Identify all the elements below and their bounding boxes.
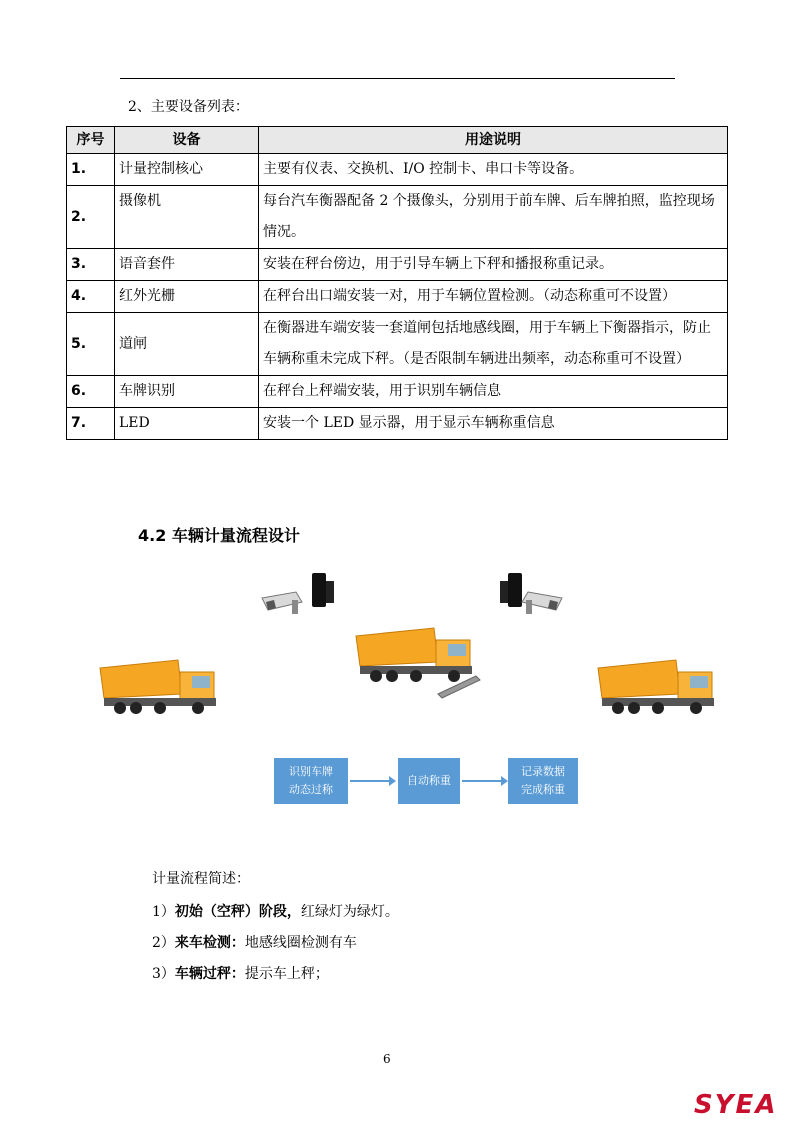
step-prefix: 1） xyxy=(152,904,175,920)
row-use: 在衡器进车端安装一套道闸包括地感线圈，用于车辆上下衡器指示，防止车辆称重未完成下秤。（是否限制车辆进出频率，动态称重可不设置） xyxy=(259,313,728,376)
truck-icon xyxy=(356,628,472,682)
step-text: 地感线圈检测有车 xyxy=(244,935,357,951)
equipment-list-intro: 2、主要设备列表： xyxy=(128,99,249,115)
row-use: 安装在秤台傍边，用于引导车辆上下秤和播报称重记录。 xyxy=(259,249,728,281)
camera-icon xyxy=(262,592,302,614)
row-device: 车牌识别 xyxy=(115,376,259,408)
row-device: 摄像机 xyxy=(115,186,259,249)
table-row xyxy=(67,408,728,440)
process-summary-title: 计量流程简述： xyxy=(152,871,250,887)
flow-box-recognize xyxy=(274,758,348,804)
row-use: 每台汽车衡器配备 2 个摄像头，分别用于前车牌、后车牌拍照，监控现场情况。 xyxy=(259,186,728,249)
step-prefix: 3） xyxy=(152,966,175,982)
row-use: 在秤台出口端安装一对，用于车辆位置检测。（动态称重可不设置） xyxy=(259,281,728,313)
flow-arrow-icon xyxy=(350,780,390,782)
flow-box-line: 完成称重 xyxy=(521,783,565,796)
header-use: 用途说明 xyxy=(259,127,728,154)
flow-box-line: 动态过称 xyxy=(289,783,333,796)
row-no: 1. xyxy=(67,154,115,186)
flow-box-record xyxy=(508,758,578,804)
row-no: 2. xyxy=(67,186,115,249)
row-device: 语音套件 xyxy=(115,249,259,281)
weighing-scene-illustration xyxy=(0,560,794,720)
row-device: LED xyxy=(115,408,259,440)
process-step xyxy=(152,963,329,983)
row-use: 安装一个 LED 显示器，用于显示车辆称重信息 xyxy=(259,408,728,440)
table-row xyxy=(67,376,728,408)
header-device: 设备 xyxy=(115,127,259,154)
table-row xyxy=(67,249,728,281)
flow-box-auto-weigh xyxy=(398,758,460,804)
row-no: 5. xyxy=(67,313,115,376)
traffic-light-icon xyxy=(312,573,334,607)
flow-arrow-icon xyxy=(462,780,502,782)
camera-icon xyxy=(522,592,562,614)
row-no: 3. xyxy=(67,249,115,281)
company-logo: SYEA xyxy=(694,1090,778,1120)
process-step xyxy=(152,932,357,952)
row-device: 红外光栅 xyxy=(115,281,259,313)
flow-box-line: 记录数据 xyxy=(521,765,565,778)
row-use: 在秤台上秤端安装，用于识别车辆信息 xyxy=(259,376,728,408)
step-bold: 车辆过秤： xyxy=(174,966,245,982)
table-row xyxy=(67,186,728,249)
table-row xyxy=(67,313,728,376)
truck-icon xyxy=(598,660,714,714)
page-number: 6 xyxy=(383,1052,391,1066)
flow-box-line: 识别车牌 xyxy=(289,765,333,778)
step-bold: 初始（空秤）阶段， xyxy=(174,904,301,920)
row-no: 4. xyxy=(67,281,115,313)
step-prefix: 2） xyxy=(152,935,175,951)
table-row xyxy=(67,281,728,313)
truck-icon xyxy=(100,660,216,714)
header-no: 序号 xyxy=(67,127,115,154)
traffic-light-icon xyxy=(500,573,522,607)
row-device: 道闸 xyxy=(115,313,259,376)
row-use: 主要有仪表、交换机、I/O 控制卡、串口卡等设备。 xyxy=(259,154,728,186)
equipment-table xyxy=(66,126,728,440)
step-bold: 来车检测： xyxy=(174,935,245,951)
table-header-row xyxy=(67,127,728,154)
step-text: 提示车上秤； xyxy=(244,966,329,982)
process-step xyxy=(152,901,399,921)
row-device: 计量控制核心 xyxy=(115,154,259,186)
flow-box-line: 自动称重 xyxy=(407,774,451,787)
table-row xyxy=(67,154,728,186)
row-no: 7. xyxy=(67,408,115,440)
row-no: 6. xyxy=(67,376,115,408)
header-rule xyxy=(120,78,675,79)
step-text: 红绿灯为绿灯。 xyxy=(300,904,399,920)
section-title: 4.2 车辆计量流程设计 xyxy=(138,526,300,545)
